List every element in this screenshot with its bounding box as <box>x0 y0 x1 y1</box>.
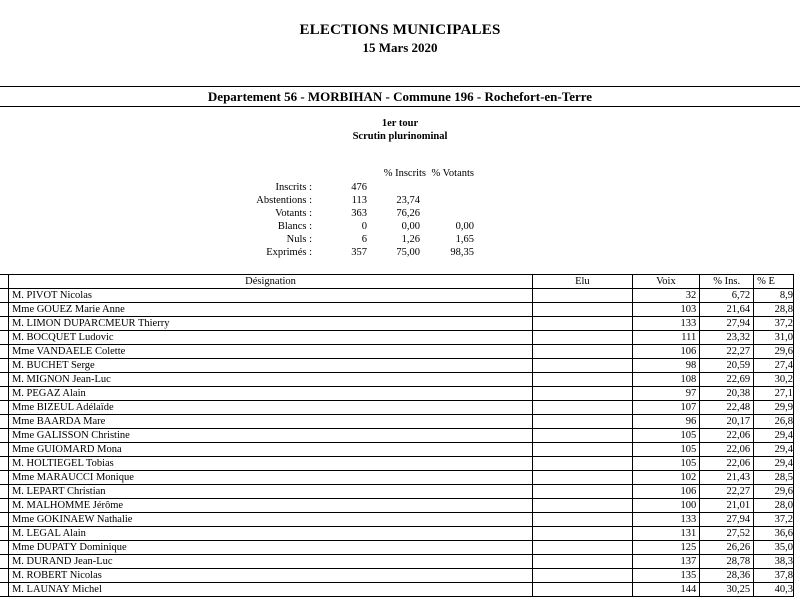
pct-ins-cell: 22,06 <box>700 443 754 457</box>
candidates-body <box>0 289 794 597</box>
index-cell <box>0 331 8 345</box>
voix-cell: 131 <box>632 527 700 541</box>
candidate-name: M. HOLTIEGEL Tobias <box>8 457 532 471</box>
pct-exp-cell: 36,6 <box>754 527 794 541</box>
pct-ins-cell: 22,27 <box>700 485 754 499</box>
elu-cell <box>533 317 632 331</box>
pct-ins-cell: 22,06 <box>700 429 754 443</box>
elu-cell <box>533 569 632 583</box>
pct-exp-cell: 29,4 <box>754 457 794 471</box>
voix-cell: 106 <box>632 485 700 499</box>
candidate-name: Mme GOUEZ Marie Anne <box>8 303 532 317</box>
stats-row <box>0 182 800 195</box>
stats-pct-inscrits: 76,26 <box>396 208 420 219</box>
candidate-name: M. DURAND Jean-Luc <box>8 555 532 569</box>
index-cell <box>0 429 8 443</box>
table-row <box>0 457 794 471</box>
table-row <box>0 485 794 499</box>
elu-cell <box>533 373 632 387</box>
elu-cell <box>533 331 632 345</box>
pct-ins-cell: 20,38 <box>700 387 754 401</box>
pct-ins-cell: 22,06 <box>700 457 754 471</box>
pct-ins-cell: 28,78 <box>700 555 754 569</box>
pct-ins-cell: 21,64 <box>700 303 754 317</box>
candidate-name: Mme MARAUCCI Monique <box>8 471 532 485</box>
pct-exp-cell: 35,0 <box>754 541 794 555</box>
voix-cell: 137 <box>632 555 700 569</box>
elu-cell <box>533 555 632 569</box>
candidate-name: M. BUCHET Serge <box>8 359 532 373</box>
pct-exp-cell: 29,6 <box>754 485 794 499</box>
table-row <box>0 359 794 373</box>
voix-cell: 135 <box>632 569 700 583</box>
pct-exp-cell: 37,2 <box>754 513 794 527</box>
stats-count: 357 <box>351 247 367 258</box>
voix-cell: 97 <box>632 387 700 401</box>
voix-cell: 108 <box>632 373 700 387</box>
voix-cell: 144 <box>632 583 700 597</box>
elu-cell <box>533 359 632 373</box>
candidate-name: M. LEGAL Alain <box>8 527 532 541</box>
stats-count: 476 <box>351 182 367 193</box>
index-cell <box>0 569 8 583</box>
candidate-name: M. LEPART Christian <box>8 485 532 499</box>
table-row <box>0 569 794 583</box>
index-cell <box>0 527 8 541</box>
elu-cell <box>533 401 632 415</box>
stats-label: Abstentions : <box>256 195 312 206</box>
voix-cell: 125 <box>632 541 700 555</box>
stats-label: Nuls : <box>286 234 312 245</box>
round-label: 1er tour <box>381 118 419 129</box>
voix-cell: 106 <box>632 345 700 359</box>
stats-row <box>0 247 800 260</box>
voix-cell: 103 <box>632 303 700 317</box>
stats-pct-votants: 0,00 <box>455 221 474 232</box>
candidate-name: Mme GOKINAEW Nathalie <box>8 513 532 527</box>
table-row <box>0 331 794 345</box>
stats-header-inscrits: % Inscrits <box>383 168 426 179</box>
stats-row <box>0 208 800 221</box>
table-row <box>0 471 794 485</box>
pct-exp-cell: 29,4 <box>754 443 794 457</box>
table-row <box>0 401 794 415</box>
candidate-name: M. LIMON DUPARCMEUR Thierry <box>8 317 532 331</box>
table-row <box>0 583 794 597</box>
stats-row <box>0 234 800 247</box>
table-row <box>0 541 794 555</box>
scrutin-label: Scrutin plurinominal <box>352 131 448 142</box>
candidate-name: M. ROBERT Nicolas <box>8 569 532 583</box>
header-designation: Désignation <box>8 275 532 289</box>
pct-exp-cell: 29,4 <box>754 429 794 443</box>
stats-pct-inscrits: 0,00 <box>401 221 420 232</box>
page-title: ELECTIONS MUNICIPALES <box>299 22 501 38</box>
stats-pct-votants: 98,35 <box>450 247 474 258</box>
table-row <box>0 443 794 457</box>
header-voix: Voix <box>632 275 700 289</box>
pct-ins-cell: 23,32 <box>700 331 754 345</box>
pct-exp-cell: 28,8 <box>754 303 794 317</box>
stats-label: Inscrits : <box>275 182 312 193</box>
pct-ins-cell: 21,01 <box>700 499 754 513</box>
index-cell <box>0 513 8 527</box>
table-header-row <box>0 275 794 289</box>
candidate-name: M. MALHOMME Jérôme <box>8 499 532 513</box>
pct-ins-cell: 26,26 <box>700 541 754 555</box>
pct-exp-cell: 31,0 <box>754 331 794 345</box>
pct-exp-cell: 29,6 <box>754 345 794 359</box>
pct-exp-cell: 37,2 <box>754 317 794 331</box>
pct-ins-cell: 27,94 <box>700 317 754 331</box>
voix-cell: 105 <box>632 443 700 457</box>
elu-cell <box>533 471 632 485</box>
pct-ins-cell: 27,94 <box>700 513 754 527</box>
stats-pct-inscrits: 75,00 <box>396 247 420 258</box>
index-cell <box>0 541 8 555</box>
table-row <box>0 527 794 541</box>
index-cell <box>0 471 8 485</box>
index-cell <box>0 289 8 303</box>
elu-cell <box>533 499 632 513</box>
index-cell <box>0 401 8 415</box>
table-row <box>0 345 794 359</box>
pct-exp-cell: 37,8 <box>754 569 794 583</box>
candidate-name: Mme GALISSON Christine <box>8 429 532 443</box>
elu-cell <box>533 541 632 555</box>
elu-cell <box>533 303 632 317</box>
candidate-name: M. PEGAZ Alain <box>8 387 532 401</box>
elu-cell <box>533 415 632 429</box>
header-index <box>0 275 8 289</box>
index-cell <box>0 345 8 359</box>
stats-pct-inscrits: 1,26 <box>401 234 420 245</box>
index-cell <box>0 303 8 317</box>
candidate-name: M. LAUNAY Michel <box>8 583 532 597</box>
pct-ins-cell: 30,25 <box>700 583 754 597</box>
stats-pct-votants: 1,65 <box>455 234 474 245</box>
stats-count: 363 <box>351 208 367 219</box>
pct-ins-cell: 21,43 <box>700 471 754 485</box>
pct-exp-cell: 40,3 <box>754 583 794 597</box>
pct-ins-cell: 22,69 <box>700 373 754 387</box>
elu-cell <box>533 387 632 401</box>
elu-cell <box>533 429 632 443</box>
pct-ins-cell: 28,36 <box>700 569 754 583</box>
table-row <box>0 429 794 443</box>
elu-cell <box>533 583 632 597</box>
table-row <box>0 387 794 401</box>
stats-count: 6 <box>361 234 367 245</box>
pct-exp-cell: 26,8 <box>754 415 794 429</box>
table-row <box>0 289 794 303</box>
pct-ins-cell: 22,48 <box>700 401 754 415</box>
candidate-name: Mme BAARDA Mare <box>8 415 532 429</box>
candidate-name: Mme DUPATY Dominique <box>8 541 532 555</box>
elu-cell <box>533 485 632 499</box>
pct-ins-cell: 20,59 <box>700 359 754 373</box>
candidates-table <box>0 274 794 597</box>
table-row <box>0 303 794 317</box>
elu-cell <box>533 513 632 527</box>
voix-cell: 133 <box>632 513 700 527</box>
stats-pct-inscrits: 23,74 <box>396 195 420 206</box>
candidate-name: Mme GUIOMARD Mona <box>8 443 532 457</box>
voix-cell: 102 <box>632 471 700 485</box>
voix-cell: 107 <box>632 401 700 415</box>
commune-banner: Departement 56 - MORBIHAN - Commune 196 - Rochefort-en-Terre <box>0 86 800 107</box>
elu-cell <box>533 443 632 457</box>
stats-header-votants: % Votants <box>431 168 474 179</box>
index-cell <box>0 443 8 457</box>
elu-cell <box>533 345 632 359</box>
table-row <box>0 499 794 513</box>
table-row <box>0 317 794 331</box>
table-row <box>0 373 794 387</box>
voix-cell: 98 <box>632 359 700 373</box>
stats-label: Blancs : <box>277 221 312 232</box>
table-row <box>0 513 794 527</box>
index-cell <box>0 583 8 597</box>
voix-cell: 100 <box>632 499 700 513</box>
pct-ins-cell: 6,72 <box>700 289 754 303</box>
voix-cell: 96 <box>632 415 700 429</box>
header-pct-exp: % E <box>754 275 794 289</box>
candidate-name: Mme VANDAELE Colette <box>8 345 532 359</box>
voix-cell: 133 <box>632 317 700 331</box>
voix-cell: 32 <box>632 289 700 303</box>
stats-row <box>0 195 800 208</box>
table-row <box>0 555 794 569</box>
candidate-name: M. MIGNON Jean-Luc <box>8 373 532 387</box>
pct-exp-cell: 8,9 <box>754 289 794 303</box>
stats-label: Exprimés : <box>266 247 312 258</box>
index-cell <box>0 457 8 471</box>
voix-cell: 105 <box>632 457 700 471</box>
header-elu: Elu <box>533 275 632 289</box>
index-cell <box>0 555 8 569</box>
index-cell <box>0 373 8 387</box>
elu-cell <box>533 289 632 303</box>
pct-exp-cell: 27,4 <box>754 359 794 373</box>
stats-label: Votants : <box>275 208 312 219</box>
stats-count: 113 <box>351 195 367 206</box>
elu-cell <box>533 527 632 541</box>
stats-row <box>0 221 800 234</box>
index-cell <box>0 359 8 373</box>
elu-cell <box>533 457 632 471</box>
candidate-name: Mme BIZEUL Adélaïde <box>8 401 532 415</box>
index-cell <box>0 415 8 429</box>
pct-exp-cell: 27,1 <box>754 387 794 401</box>
table-row <box>0 415 794 429</box>
index-cell <box>0 499 8 513</box>
index-cell <box>0 317 8 331</box>
pct-exp-cell: 29,9 <box>754 401 794 415</box>
header-pct-ins: % Ins. <box>700 275 754 289</box>
pct-exp-cell: 28,5 <box>754 471 794 485</box>
voix-cell: 105 <box>632 429 700 443</box>
index-cell <box>0 387 8 401</box>
pct-exp-cell: 30,2 <box>754 373 794 387</box>
election-date: 15 Mars 2020 <box>362 40 438 55</box>
candidate-name: M. PIVOT Nicolas <box>8 289 532 303</box>
pct-ins-cell: 20,17 <box>700 415 754 429</box>
pct-ins-cell: 27,52 <box>700 527 754 541</box>
pct-exp-cell: 38,3 <box>754 555 794 569</box>
stats-count: 0 <box>361 221 367 232</box>
candidate-name: M. BOCQUET Ludovic <box>8 331 532 345</box>
voix-cell: 111 <box>632 331 700 345</box>
pct-ins-cell: 22,27 <box>700 345 754 359</box>
index-cell <box>0 485 8 499</box>
pct-exp-cell: 28,0 <box>754 499 794 513</box>
